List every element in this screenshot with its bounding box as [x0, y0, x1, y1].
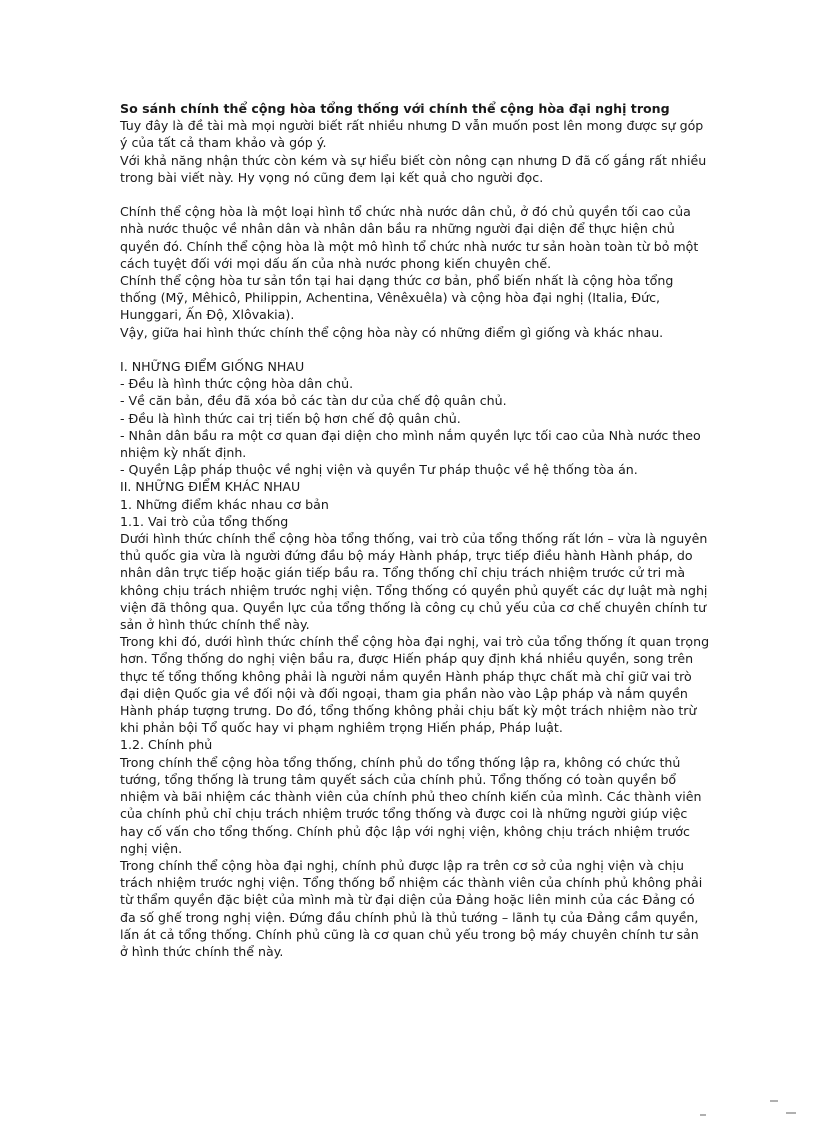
body-paragraph: Chính thể cộng hòa là một loại hình tổ chức nhà nước dân chủ, ở đó chủ quyền tối cao của nhà nước thuộc về nhân dân và nhân dân bầu ra những người đại diện để thực hiện chủ quyền đó. Chính thể cộng hòa là một mô hình tổ chức nhà nước tư sản hoàn toàn từ bỏ một cách tuyệt đối với mọi dấu ấn của nhà nước phong kiến chuyên chế. — [120, 204, 699, 271]
body-paragraph: Trong khi đó, dưới hình thức chính thể cộng hòa đại nghị, vai trò của tổng thống ít quan trọng hơn. Tổng thống do nghị viện bầu ra, được Hiến pháp quy định khá nhiều quyền, song trên thực tế tổng thống không phải là người nắm quyền Hành pháp thực chất mà chỉ giữ vai trò đại diện Quốc gia về đối nội và đối ngoại, tham gia phần nào vào Lập pháp và nắm quyền Hành pháp tượng trưng. Do đó, tổng thống không phải chịu bất kỳ một trách nhiệm nào trừ khi phản bội Tổ quốc hay vi phạm nghiêm trọng Hiến pháp, Pháp luật. — [120, 634, 710, 736]
subsection-heading: 1.1. Vai trò của tổng thống — [120, 513, 289, 529]
scan-mark — [770, 1100, 778, 1102]
subsection-heading: 1. Những điểm khác nhau cơ bản — [120, 496, 329, 512]
body-paragraph: Dưới hình thức chính thể cộng hòa tổng thống, vai trò của tổng thống rất lớn – vừa là nguyên thủ quốc gia vừa là người đứng đầu bộ máy Hành pháp, trực tiếp điều hành Hành pháp, do nhân dân trực tiếp hoặc gián tiếp bầu ra. Tổng thống chỉ chịu trách nhiệm trước cử tri mà không chịu trách nhiệm trước nghị viện. Tổng thống có quyền phủ quyết các dự luật mà nghị viện đã thông qua. Quyền lực của tổng thống là công cụ chủ yếu của cơ chế chuyên chính tư sản ở hình thức chính thể này. — [120, 531, 708, 633]
list-item: - Quyền Lập pháp thuộc về nghị viện và quyền Tư pháp thuộc về hệ thống tòa án. — [120, 462, 638, 478]
section-heading: I. NHỮNG ĐIỂM GIỐNG NHAU — [120, 359, 305, 375]
list-item: - Nhân dân bầu ra một cơ quan đại diện cho mình nắm quyền lực tối cao của Nhà nước theo nhiệm kỳ nhất định. — [120, 427, 701, 461]
list-item: - Đều là hình thức cai trị tiến bộ hơn chế độ quân chủ. — [120, 410, 461, 426]
list-item: - Đều là hình thức cộng hòa dân chủ. — [120, 376, 354, 392]
intro-paragraph: Tuy đây là đề tài mà mọi người biết rất nhiều nhưng D vẫn muốn post lên mong được sự góp ý của tất cả tham khảo và góp ý. — [120, 118, 704, 151]
section-heading: II. NHỮNG ĐIỂM KHÁC NHAU — [120, 479, 301, 495]
document-body — [120, 100, 710, 960]
body-paragraph: Vậy, giữa hai hình thức chính thể cộng hòa này có những điểm gì giống và khác nhau. — [120, 324, 664, 340]
blank-line — [120, 341, 710, 358]
document-title: So sánh chính thể cộng hòa tổng thống với chính thể cộng hòa đại nghị trong — [120, 101, 670, 116]
list-item: - Về căn bản, đều đã xóa bỏ các tàn dư của chế độ quân chủ. — [120, 393, 507, 409]
subsection-heading: 1.2. Chính phủ — [120, 737, 213, 753]
blank-line — [120, 186, 710, 203]
intro-paragraph: Với khả năng nhận thức còn kém và sự hiểu biết còn nông cạn nhưng D đã cố gắng rất nhiều trong bài viết này. Hy vọng nó cũng đem lại kết quả cho người đọc. — [120, 152, 707, 185]
scan-mark — [786, 1112, 796, 1114]
body-paragraph: Trong chính thể cộng hòa đại nghị, chính phủ được lập ra trên cơ sở của nghị viện và chịu trách nhiệm trước nghị viện. Tổng thống bổ nhiệm các thành viên của chính phủ không phải từ thẩm quyền đặc biệt của mình mà từ đại diện của Đảng hoặc liên minh của các Đảng có đa số ghế trong nghị viện. Đứng đầu chính phủ là thủ tướng – lãnh tụ của Đảng cầm quyền, lấn át cả tổng thống. Chính phủ cũng là cơ quan chủ yếu trong bộ máy chuyên chính tư sản ở hình thức chính thể này. — [120, 857, 703, 959]
body-paragraph: Trong chính thể cộng hòa tổng thống, chính phủ do tổng thống lập ra, không có chức thủ tướng, tổng thống là trung tâm quyết sách của chính phủ. Tổng thống có toàn quyền bổ nhiệm và bãi nhiệm các thành viên của chính phủ theo chính kiến của mình. Các thành viên của chính phủ chỉ chịu trách nhiệm trước tổng thống và được coi là những người giúp việc hay cố vấn cho tổng thống. Chính phủ độc lập với nghị viện, không chịu trách nhiệm trước nghị viện. — [120, 754, 702, 856]
body-paragraph: Chính thể cộng hòa tư sản tồn tại hai dạng thức cơ bản, phổ biến nhất là cộng hòa tổng thống (Mỹ, Mêhicô, Philippin, Achentina, Vênêxuêla) và cộng hòa đại nghị (Italia, Đức, Hunggari, Ấn Độ, Xlôvakia). — [120, 273, 674, 323]
scan-mark — [700, 1114, 706, 1116]
